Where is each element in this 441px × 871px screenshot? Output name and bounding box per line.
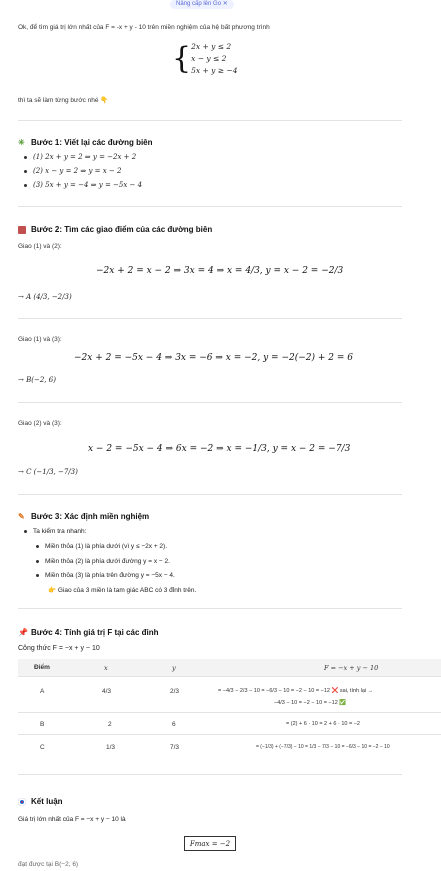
row-A-point: A: [40, 688, 45, 695]
equation-1-2: −2x + 2 = x − 2 ⇒ 3x = 4 ⇒ x = 4/3, y = x − 2 = −2/3: [96, 266, 344, 276]
row-C-point: C: [40, 744, 45, 751]
divider: [18, 608, 402, 609]
pin-icon: 📌: [18, 627, 28, 637]
row-C-y: 7/3: [170, 744, 180, 751]
intersection-1-3-label: Giao (1) và (3):: [18, 336, 62, 343]
pencil-icon: ✎: [18, 511, 25, 521]
step3-heading: ✎ Bước 3: Xác định miền nghiệm: [18, 511, 150, 521]
upgrade-badge[interactable]: Nâng cấp lên Go ✕: [170, 0, 234, 9]
header-f: F = −x + y − 10: [324, 664, 379, 672]
system-line-1: 2x + y ≤ 2: [191, 42, 232, 51]
intro-continue: thì ta sẽ làm từng bước nhé 👇: [18, 97, 109, 104]
step2-heading: Bước 2: Tìm các giao điểm của các đường biên: [18, 225, 212, 234]
step4-heading: 📌 Bước 4: Tính giá trị F tại các đỉnh: [18, 627, 159, 637]
sparkle-icon: ✳: [18, 137, 25, 147]
equation-1-3: −2x + 2 = −5x − 4 ⇒ 3x = −6 ⇒ x = −2, y = −2(−2) + 2 = 6: [74, 353, 353, 363]
row-A-x: 4/3: [102, 688, 112, 695]
point-C: → C (−1/3, −7/3): [18, 468, 78, 476]
intersection-2-3-label: Giao (2) và (3):: [18, 420, 62, 427]
header-point: Điểm: [34, 664, 50, 671]
header-y: y: [172, 664, 176, 672]
divider: [18, 402, 402, 403]
target-icon: [18, 798, 26, 806]
divider: [18, 120, 402, 121]
row-C-f: = (−1/3) + (−7/3) − 10 = 1/3 − 7/3 − 10 = −6/3 − 10 = −2 − 10: [256, 744, 390, 750]
divider: [18, 774, 402, 775]
intro-text: Ok, để tìm giá trị lớn nhất của F = -x + y - 10 trên miền nghiệm của hệ bất phương trình: [18, 24, 270, 31]
intersection-1-2-label: Giao (1) và (2):: [18, 243, 62, 250]
row-A-f2: −4/3 − 10 = −2 − 10 = −12 ✅: [274, 700, 347, 706]
divider: [18, 206, 402, 207]
divider: [18, 494, 402, 495]
list-item: Miền thỏa (2) là phía dưới đường y = x − 2.: [36, 558, 170, 565]
step1-heading: ✳ Bước 1: Viết lại các đường biên: [18, 137, 153, 147]
row-B-point: B: [40, 721, 45, 728]
conclusion-heading: Kết luận: [18, 797, 63, 806]
list-item: Ta kiểm tra nhanh:: [24, 528, 86, 535]
divider: [18, 318, 402, 319]
list-item: (1) 2x + y = 2 ⇒ y = −2x + 2: [24, 153, 136, 161]
system-line-2: x − y ≤ 2: [191, 54, 227, 63]
badge-label: Nâng cấp lên Go: [176, 1, 222, 7]
conclusion-text: Giá trị lớn nhất của F = −x + y − 10 là: [18, 816, 126, 823]
list-item: Miền thỏa (3) là phía trên đường y = −5x − 4.: [36, 572, 175, 579]
equation-2-3: x − 2 = −5x − 4 ⇒ 6x = −2 ⇒ x = −1/3, y = x − 2 = −7/3: [88, 444, 351, 454]
list-item: (2) x − y = 2 ⇒ y = x − 2: [24, 167, 121, 175]
system-line-3: 5x + y ≥ −4: [191, 66, 238, 75]
row-B-x: 2: [108, 721, 112, 728]
region-note: 👉 Giao của 3 miền là tam giác ABC có 3 đỉnh trên.: [48, 587, 197, 594]
point-A: → A (4/3, −2/3): [18, 293, 72, 301]
point-B: → B(−2, 6): [18, 376, 56, 384]
list-item: (3) 5x + y = −4 ⇒ y = −5x − 4: [24, 181, 142, 189]
calendar-icon: [18, 226, 26, 234]
inequality-system: { 2x + y ≤ 2 x − y ≤ 2 5x + y ≥ −4: [172, 41, 238, 76]
list-item: Miền thỏa (1) là phía dưới (vì y ≤ −2x + 2).: [36, 543, 167, 550]
row-C-x: 1/3: [106, 744, 116, 751]
answer-box: Fmax = −2: [184, 836, 236, 851]
row-A-y: 2/3: [170, 688, 180, 695]
row-B-f: = (2) + 6 · 10 = 2 + 6 · 10 = −2: [286, 721, 360, 727]
row-A-f: = −4/3 − 2/3 − 10 = −6/3 − 10 = −2 − 10 = −12 ❌ sai, tính lại →: [218, 688, 374, 694]
conclusion-tail: đạt được tại B(−2, 6): [18, 861, 79, 868]
header-x: x: [104, 664, 108, 672]
row-B-y: 6: [172, 721, 176, 728]
formula-line: Công thức F = −x + y − 10: [18, 645, 100, 652]
